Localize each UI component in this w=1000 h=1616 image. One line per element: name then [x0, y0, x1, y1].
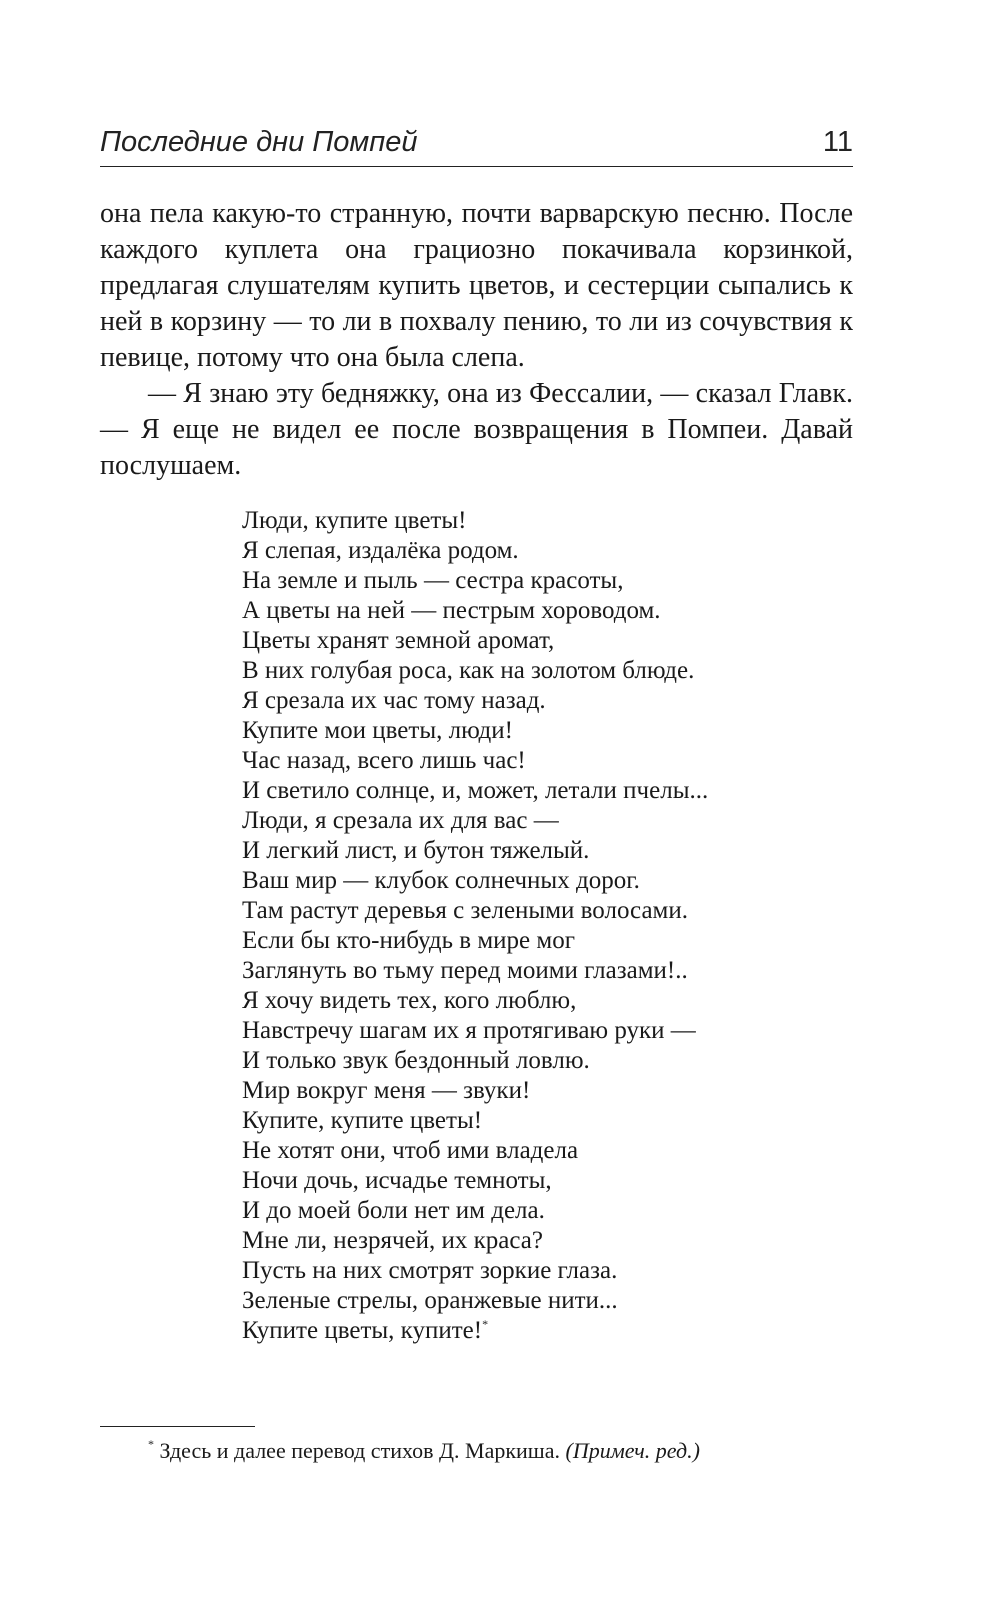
poem-line: Если бы кто-нибудь в мире мог [242, 927, 575, 954]
footnote-divider [100, 1426, 255, 1427]
poem-line: И только звук бездонный ловлю. [242, 1047, 590, 1074]
prose-body [100, 196, 853, 484]
poem-line: Люди, я срезала их для вас — [242, 807, 559, 834]
poem-line: Люди, купите цветы! [242, 507, 467, 534]
poem-line: Не хотят они, чтоб ими владела [242, 1137, 579, 1164]
page-number: 11 [822, 126, 853, 158]
footnote [148, 1436, 868, 1466]
poem-line: Цветы хранят земной аромат, [242, 627, 555, 654]
running-head [100, 120, 853, 167]
poem-line-text: Купите цветы, купите! [242, 1317, 483, 1344]
poem-line: И до моей боли нет им дела. [242, 1197, 545, 1224]
poem-line: Заглянуть во тьму перед моими глазами!.. [242, 957, 688, 984]
poem-line: Там растут деревья с зелеными волосами. [242, 897, 689, 924]
poem-line: А цветы на ней — пестрым хороводом. [242, 597, 661, 624]
footnote-text: Здесь и далее перевод стихов Д. Маркиша. [159, 1438, 561, 1463]
poem-line: Навстречу шагам их я протягиваю руки — [242, 1017, 696, 1044]
poem-line: Мир вокруг меня — звуки! [242, 1077, 531, 1104]
poem-line: И светило солнце, и, может, летали пчелы... [242, 777, 709, 804]
footnote-marker: * [148, 1437, 154, 1451]
poem-line: В них голубая роса, как на золотом блюде. [242, 657, 695, 684]
poem-line-last [242, 1316, 862, 1346]
footnote-reference[interactable]: * [482, 1317, 489, 1331]
poem-line: Мне ли, незрячей, их краса? [242, 1227, 543, 1254]
poem-line: Я слепая, издалёка родом. [242, 537, 519, 564]
poem-line: Пусть на них смотрят зоркие глаза. [242, 1257, 618, 1284]
poem-line: Купите мои цветы, люди! [242, 717, 513, 744]
poem-line: Ваш мир — клубок солнечных дорог. [242, 867, 640, 894]
book-title: Последние дни Помпей [100, 126, 418, 158]
poem-line: Ночи дочь, исчадье темноты, [242, 1167, 552, 1194]
dialogue-paragraph: — Я знаю эту бедняжку, она из Фессалии, — сказал Главк. — Я еще не видел ее после возвращения в Помпеи. Давай послушаем. [100, 378, 853, 481]
poem [242, 506, 862, 1346]
poem-line: Купите, купите цветы! [242, 1107, 483, 1134]
poem-line: На земле и пыль — сестра красоты, [242, 567, 624, 594]
footnote-editor-note: (Примеч. ред.) [565, 1438, 700, 1463]
poem-line: Зеленые стрелы, оранжевые нити... [242, 1287, 618, 1314]
poem-line: Час назад, всего лишь час! [242, 747, 526, 774]
poem-line: Я хочу видеть тех, кого люблю, [242, 987, 577, 1014]
poem-line: И легкий лист, и бутон тяжелый. [242, 837, 590, 864]
paragraph: она пела какую-то странную, почти варварскую песню. После каждого куплета она грациозно покачивала корзинкой, предлагая слушателям купить цветов, и сестерции сыпались к ней в корзину — то ли в похвалу пению, то ли из сочувствия к певице, потому что она была слепа. [100, 198, 853, 373]
poem-line: Я срезала их час тому назад. [242, 687, 546, 714]
